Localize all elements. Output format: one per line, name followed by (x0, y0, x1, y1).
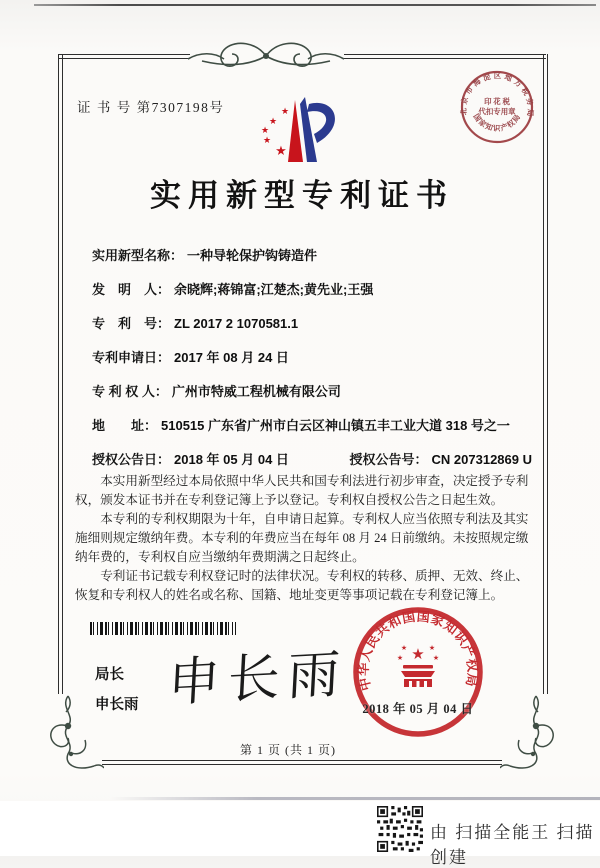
director-name: 申长雨 (95, 697, 139, 713)
director-block (95, 663, 139, 714)
field-row-inventors (92, 281, 532, 299)
svg-text:★: ★ (400, 644, 408, 652)
seal-date: 2018 年 05 月 04 日 (362, 702, 474, 716)
scan-page-shadow (110, 797, 600, 800)
certificate-title: 实用新型专利证书 (150, 178, 454, 213)
svg-text:★: ★ (396, 654, 404, 662)
scan-top-edge-line (34, 4, 596, 6)
svg-text:★: ★ (260, 125, 270, 135)
field-label: 专 利 权 人： (92, 384, 168, 399)
grant-number-label: 授权公告号： (349, 452, 428, 467)
svg-text:★: ★ (275, 143, 287, 158)
svg-text:★: ★ (428, 644, 436, 652)
body-paragraph-3: 专利证书记载专利权登记时的法律状况。专利权的转移、质押、无效、终止、恢复和专利权人的姓名或名称、国籍、地址变更等事项记载在专利登记簿上。 (75, 569, 529, 602)
barcode (90, 622, 236, 635)
frame-left-border (58, 54, 63, 694)
field-value: 2018 年 05 月 04 日 (174, 452, 289, 467)
field-row-address (92, 417, 532, 435)
tax-stamp (459, 69, 535, 145)
field-label: 专利申请日： (92, 350, 171, 365)
page-number: 第 1 页 (共 1 页) (240, 743, 336, 757)
field-value: 余晓辉;蒋锦富;江楚杰;黄先业;王强 (174, 282, 374, 297)
field-row-filing-date (92, 349, 532, 367)
director-title: 局长 (95, 667, 124, 683)
field-label: 专 利 号： (92, 316, 171, 331)
svg-text:★: ★ (432, 654, 440, 662)
tax-stamp-center-line2: 代扣专用章 (478, 107, 516, 116)
body-paragraph-1: 本实用新型经过本局依照中华人民共和国专利法进行初步审查，决定授予专利权，颁发本证书并在专利登记簿上予以登记。专利权自授权公告之日起生效。 (75, 474, 529, 507)
field-row-patent-number (92, 315, 532, 333)
field-list (92, 247, 532, 485)
certificate-body (75, 472, 530, 605)
seal-ring-text: 中华人民共和国国家知识产权局 (355, 608, 481, 693)
bottom-right-corner-ornament (500, 694, 566, 778)
body-paragraph-2: 本专利的专利权期限为十年，自申请日起算。专利权人应当依照专利法及其实施细则规定缴纳年费。本专利的年费应当在每年 08 月 24 日前缴纳。未按照规定缴纳年费的，专利权自应当缴纳年费期满之日起终止。 (75, 512, 529, 564)
field-value: 510515 广东省广州市白云区神山镇五丰工业大道 318 号之一 (161, 418, 510, 433)
field-value: ZL 2017 2 1070581.1 (174, 316, 299, 331)
frame-top-right-segment (344, 54, 546, 59)
field-label: 发 明 人： (92, 282, 171, 297)
field-value: 2017 年 08 月 24 日 (174, 350, 289, 365)
svg-text:★: ★ (262, 135, 272, 145)
svg-text:★: ★ (411, 647, 425, 663)
field-row-patentee (92, 383, 532, 401)
field-label: 地 址： (92, 418, 158, 433)
field-value: 一种导轮保护钩铸造件 (187, 248, 318, 263)
frame-top-left-segment (58, 54, 190, 59)
tax-stamp-arc-bottom: 国家知识产权局 (471, 112, 523, 133)
field-row-grant-date (92, 451, 532, 469)
qr-code-icon (377, 806, 423, 852)
top-flourish-ornament (186, 38, 346, 74)
field-label: 授权公告日： (92, 452, 171, 467)
camscanner-footer-text: 由 扫描全能王 扫描创建 (430, 823, 595, 867)
grant-number-value: CN 207312869 U (431, 452, 532, 467)
tax-stamp-center-line1: 印 花 税 (484, 97, 510, 106)
grant-number-group (350, 451, 532, 469)
official-seal (348, 602, 488, 742)
field-row-name (92, 247, 532, 265)
svg-text:★: ★ (268, 116, 278, 126)
svg-text:★: ★ (280, 106, 290, 116)
frame-bottom-border (102, 760, 502, 765)
national-emblem-icon (397, 644, 439, 687)
field-value: 广州市特威工程机械有限公司 (171, 384, 341, 399)
field-label: 实用新型名称： (92, 248, 184, 263)
director-signature: 申长雨 (166, 646, 350, 713)
certificate-number: 证 书 号 第7307198号 (77, 100, 225, 115)
frame-right-border (543, 54, 548, 694)
tax-stamp-arc-top: 北京市海淀区地方税务局 (459, 71, 535, 117)
patent-office-logo (254, 92, 346, 170)
